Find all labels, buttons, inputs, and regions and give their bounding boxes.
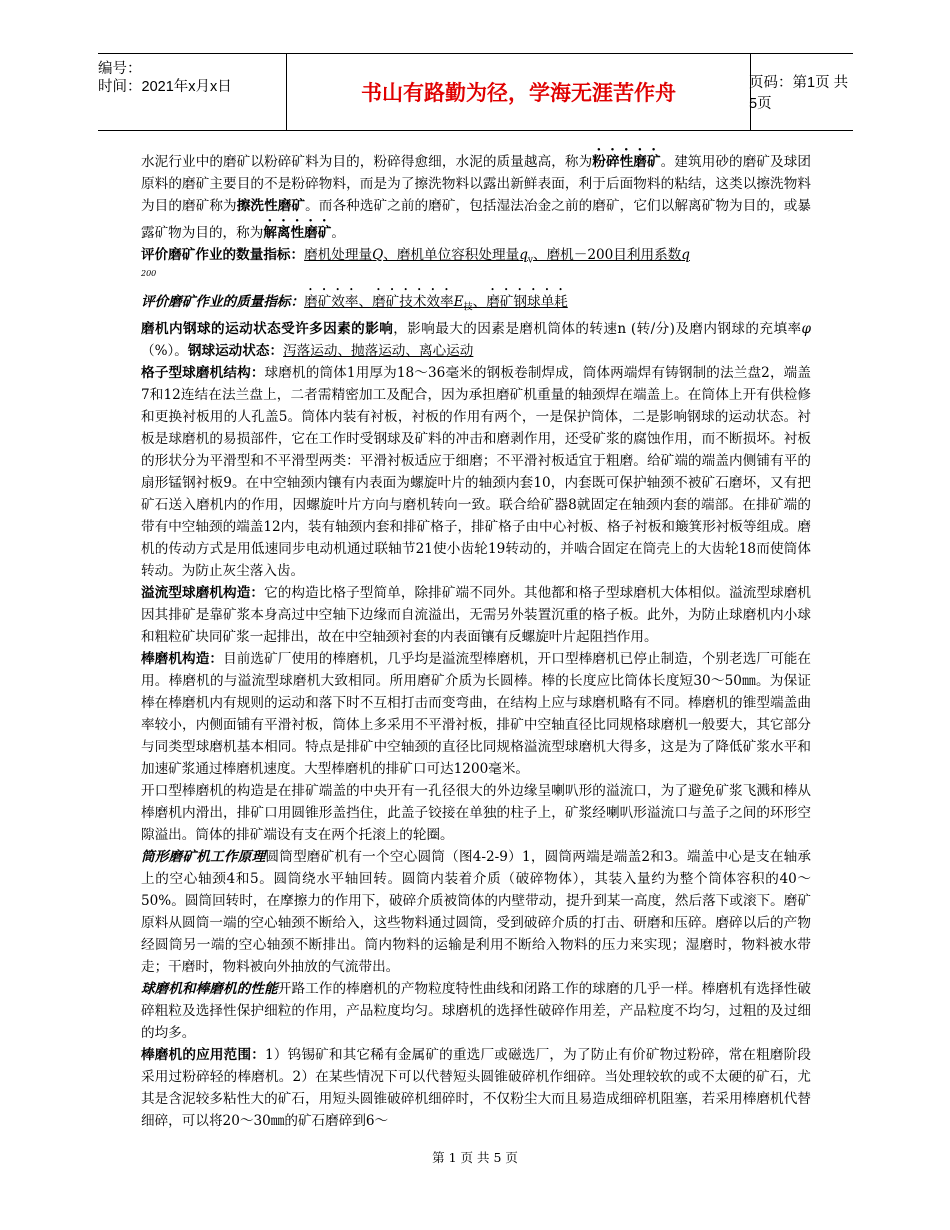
paragraph-grate-ball-mill bbox=[141, 362, 811, 582]
text: 磨矿钢球单耗 bbox=[486, 293, 568, 310]
text: 、磨机－200目利用系数 bbox=[532, 247, 682, 263]
header-motto: 书山有路勤为径，学海无涯苦作舟 bbox=[286, 54, 751, 130]
header-id-label: 编号： bbox=[98, 61, 142, 77]
symbol-qv: q bbox=[519, 247, 528, 263]
text: 。 bbox=[331, 225, 345, 241]
text: 磨矿技术效率 bbox=[372, 293, 454, 310]
text: 1）钨锡矿和其它稀有金属矿的重选厂或磁选厂，为了防止有价矿物过粉碎，常在粗磨阶段采用过粉碎轻的棒磨机。2）在某些情况下可以代替短头圆锥破碎机作细碎。当处理较软的或不太硬的矿石，尤其是含泥较多粘性大的矿石，用短头圆锥破碎机细碎时，不仅粉尘大而且易造成细碎机阻塞，若采用棒磨机代替细碎，可以将20～30㎜的矿石磨碎到6～ bbox=[141, 1047, 812, 1130]
text: 。而各种选矿之前的磨矿，包括湿法冶金之前的磨矿，它们以解离矿物为目的，或暴露矿物为目的，称为 bbox=[141, 198, 812, 241]
paragraph-performance bbox=[141, 978, 811, 1044]
header-meta bbox=[98, 54, 286, 130]
symbol-E: E bbox=[453, 293, 464, 310]
paragraph-quantity-indicators bbox=[141, 244, 811, 280]
heading-application: 棒磨机的应用范围： bbox=[141, 1047, 266, 1064]
text: 水泥行业中的磨矿以粉碎矿料为目的，粉碎得愈细，水泥的质量越高，称为 bbox=[141, 154, 593, 170]
text: 。建筑用砂的磨矿及球团原料的磨矿主要目的不是粉碎物料，而是为了擦洗物料以露出新鲜表面，利于后面物料的粘结，这类以擦洗物料为目的磨矿称为 bbox=[141, 154, 812, 214]
text: 泻落运动、抛落运动、离心运动 bbox=[283, 343, 474, 360]
heading-quality-indicators: 评价磨矿作业的质量指标： bbox=[141, 293, 305, 310]
heading-ball-motion-states: 钢球运动状态： bbox=[187, 343, 284, 360]
symbol-E-sub: 技 bbox=[463, 302, 473, 313]
page-header bbox=[98, 53, 853, 131]
text: 、磨机单位容积处理量 bbox=[383, 247, 520, 263]
text: （%）。 bbox=[141, 343, 188, 360]
text: 圆筒型磨矿机有一个空心圆筒（图4-2-9）1，圆筒两端是端盖2和3。端盖中心是支在轴承上的空心轴颈4和5。圆筒绕水平轴回转。圆筒内装着介质（破碎物体），其装入量约为整个筒体容积的40～50%。圆筒回转时，在摩擦力的作用下，破碎介质被筒体的内壁带动，提升到某一高度，然后落下或滚下。磨矿原料从圆筒一端的空心轴颈不断给入，这些物料通过圆筒，受到破碎介质的打击、研磨和压碎。磨碎以后的产物经圆筒另一端的空心轴颈不断排出。筒内物料的运输是利用不断给入物料的压力来实现；湿磨时，物料被水带走；干磨时，物料被向外抽放的气流带出。 bbox=[141, 849, 812, 976]
paragraph-working-principle bbox=[141, 846, 811, 978]
text: 它的构造比格子型简单，除排矿端不同外。其他都和格子型球磨机大体相似。溢流型球磨机因其排矿是靠矿浆本身高过中空轴下边缘而自流溢出，无需另外装置沉重的格子板。此外，为防止球磨机内小球和粗粒矿块同矿浆一起排出，故在中空轴颈衬套的内表面镶有反螺旋叶片起阻挡作用。 bbox=[141, 585, 811, 646]
heading-quantity-indicators: 评价磨矿作业的数量指标： bbox=[141, 247, 305, 263]
text: 磨矿效率 bbox=[304, 293, 359, 310]
header-page-info: 页码：第1页 共5页 bbox=[749, 75, 849, 112]
term-crushing-grinding: 粉碎性磨矿 bbox=[592, 154, 661, 170]
paragraph-intro bbox=[141, 146, 811, 244]
paragraph-quality-indicators bbox=[141, 286, 811, 319]
symbol-q200-sub: 200 bbox=[141, 268, 157, 278]
text: 、 bbox=[358, 293, 373, 310]
heading-performance: 球磨机和棒磨机的性能 bbox=[141, 981, 278, 998]
text: 磨机处理量 bbox=[304, 247, 373, 263]
text: 球磨机的筒体1用厚为18～36毫米的钢板卷制焊成，筒体两端焊有铸钢制的法兰盘2，端盖7和12连结在法兰盘上，二者需精密加工及配合，因为承担磨矿机重量的轴颈焊在端盖上。在筒体上开有供检修和更换衬板用的人孔盖5。筒体内装有衬板，衬板的作用有两个，一是保护筒体，二是影响钢球的运动状态。衬板是球磨机的易损部件，它在工作时受钢球及矿料的冲击和磨剥作用，还受矿浆的腐蚀作用，而不断损坏。衬板的形状分为平滑型和不平滑型两类：平滑衬板适应于细磨；不平滑衬板适宜于粗磨。给矿端的端盖内侧铺有平的扇形锰钢衬板9。在中空轴颈内镶有内表面为螺旋叶片的轴颈内套10，内套既可保护轴颈不被矿石磨坏，又有把矿石送入磨机内的作用，因螺旋叶片方向与磨机转向一致。联合给矿器8就固定在轴颈内套的端部。在排矿端的带有中空轴颈的端盖12内，装有轴颈内套和排矿格子，排矿格子由中心衬板、格子衬板和簸箕形衬板等组成。磨机的传动方式是用低速同步电动机通过联轴节21使小齿轮19转动的，并啮合固定在筒壳上的大齿轮18而使筒体转动。为防止灰尘落入齿。 bbox=[141, 365, 812, 580]
heading-ball-motion: 磨机内钢球的运动状态受许多因素的影响 bbox=[141, 321, 394, 338]
heading-grate-ball-mill: 格子型球磨机结构： bbox=[141, 365, 265, 382]
text: 、 bbox=[472, 293, 487, 310]
paragraph-overflow-ball-mill bbox=[141, 582, 811, 648]
term-scrubbing-grinding: 擦洗性磨矿 bbox=[236, 198, 306, 214]
page-footer: 第 1 页 共 5 页 bbox=[432, 1150, 518, 1165]
heading-overflow-ball-mill: 溢流型球磨机构造： bbox=[141, 585, 265, 602]
paragraph-application bbox=[141, 1044, 811, 1132]
symbol-q200: q bbox=[681, 247, 690, 263]
text: 开路工作的棒磨机的产物粒度特性曲线和闭路工作的球磨的几乎一样。棒磨机有选择性破碎粗粒及选择性保护细粒的作用，产品粒度均匀。球磨机的选择性破碎作用差，产品粒度不均匀，过粗的及过细的均多。 bbox=[141, 981, 812, 1042]
heading-working-principle: 筒形磨矿机工作原理 bbox=[141, 849, 266, 866]
text: 开口型棒磨机的构造是在排矿端盖的中央开有一孔径很大的外边缘呈喇叭形的溢流口，为了避免矿浆飞溅和棒从棒磨机内滑出，排矿口用圆锥形盖挡住，此盖子铰接在单独的柱子上，矿浆经喇叭形溢流口与盖子之间的环形空隙溢出。筒体的排矿端设有支在两个托滚上的轮圈。 bbox=[141, 783, 811, 844]
symbol-Q: Q bbox=[372, 247, 384, 263]
heading-rod-mill: 棒磨机构造： bbox=[141, 651, 224, 668]
header-time: 时间：2021年x月x日 bbox=[98, 79, 232, 95]
text: ，影响最大的因素是磨机筒体的转速n (转/分)及磨内钢球的充填率 bbox=[393, 321, 802, 338]
term-liberation-grinding: 解离性磨矿 bbox=[263, 225, 332, 241]
symbol-phi: φ bbox=[801, 321, 812, 338]
paragraph-ball-motion bbox=[141, 318, 811, 362]
symbol-qv-sub: v bbox=[527, 255, 533, 266]
paragraph-open-rod-mill bbox=[141, 780, 811, 846]
text: 目前选矿厂使用的棒磨机，几乎均是溢流型棒磨机，开口型棒磨机已停止制造，个别老选厂可能在用。棒磨机的与溢流型球磨机大致相同。所用磨矿介质为长圆棒。棒的长度应比筒体长度短30～50㎜。为保证棒在棒磨机内有规则的运动和落下时不互相打击而变弯曲，在结构上应与球磨机略有不同。棒磨机的锥型端盖曲率较小，内侧面铺有平滑衬板，筒体上多采用不平滑衬板，排矿中空轴直径比同规格球磨机一般要大，其它部分与同类型球磨机基本相同。特点是排矿中空轴颈的直径比同规格溢流型球磨机大得多，这是为了降低矿浆水平和加速矿浆通过棒磨机速度。大型棒磨机的排矿口可达1200毫米。 bbox=[141, 651, 812, 778]
paragraph-rod-mill bbox=[141, 648, 811, 780]
document-body bbox=[141, 146, 811, 1132]
